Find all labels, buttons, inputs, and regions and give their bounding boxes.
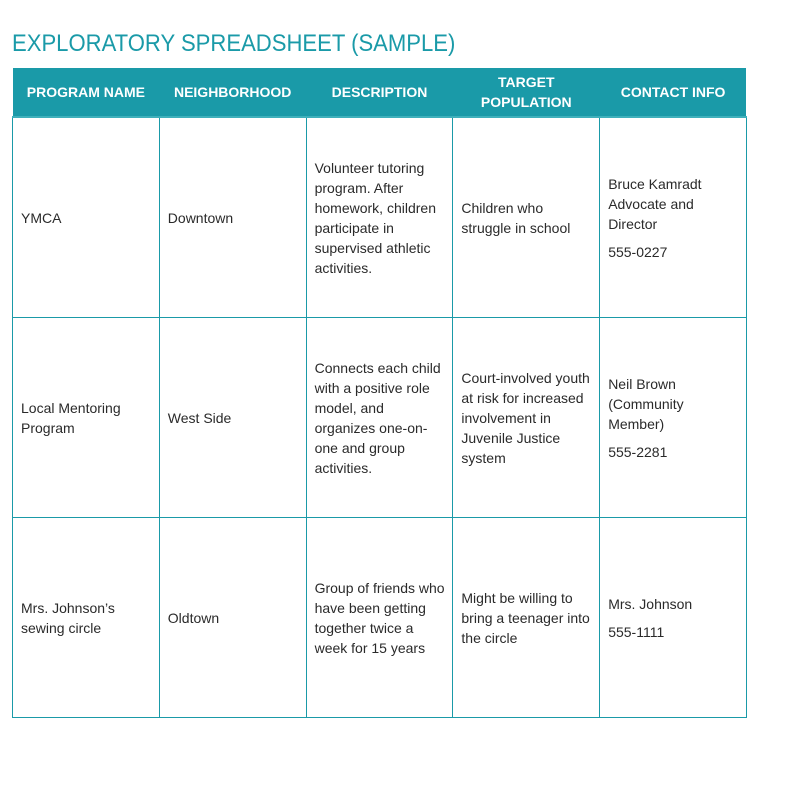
cell-target-population: Might be willing to bring a teenager into the circle bbox=[453, 518, 600, 718]
cell-target-population: Children who struggle in school bbox=[453, 117, 600, 318]
contact-phone: 555-2281 bbox=[608, 443, 668, 460]
header-contact-info: CONTACT INFO bbox=[600, 68, 747, 117]
table-row bbox=[13, 117, 747, 318]
contact-name: Mrs. Johnson bbox=[608, 595, 693, 612]
cell-neighborhood: Downtown bbox=[159, 117, 306, 318]
cell-neighborhood: West Side bbox=[159, 318, 306, 518]
table-row bbox=[13, 318, 747, 518]
spreadsheet-table bbox=[12, 68, 747, 718]
cell-neighborhood: Oldtown bbox=[159, 518, 306, 718]
table-row bbox=[13, 518, 747, 718]
header-neighborhood: NEIGHBORHOOD bbox=[159, 68, 306, 117]
header-description: DESCRIPTION bbox=[306, 68, 453, 117]
cell-contact-info bbox=[600, 518, 747, 718]
header-program-name: PROGRAM NAME bbox=[13, 68, 160, 117]
table-header bbox=[13, 68, 747, 117]
contact-name: Neil Brown (Community Member) bbox=[608, 375, 684, 432]
cell-program-name: Local Mentoring Program bbox=[13, 318, 160, 518]
cell-description: Volunteer tutoring program. After homework, children participate in supervised athletic activities. bbox=[306, 117, 453, 318]
cell-contact-info bbox=[600, 117, 747, 318]
cell-program-name: Mrs. Johnson’s sewing circle bbox=[13, 518, 160, 718]
contact-phone: 555-0227 bbox=[608, 243, 668, 260]
contact-phone: 555-1111 bbox=[608, 623, 665, 640]
cell-program-name: YMCA bbox=[13, 117, 160, 318]
cell-description: Group of friends who have been getting together twice a week for 15 years bbox=[306, 518, 453, 718]
cell-target-population: Court-involved youth at risk for increased involvement in Juvenile Justice system bbox=[453, 318, 600, 518]
table-body bbox=[13, 117, 747, 718]
page-title: EXPLORATORY SPREADSHEET (SAMPLE) bbox=[12, 30, 456, 57]
contact-name: Bruce Kamradt Advocate and Director bbox=[608, 175, 702, 232]
header-row bbox=[13, 68, 747, 117]
cell-contact-info bbox=[600, 318, 747, 518]
cell-description: Connects each child with a positive role model, and organizes one-on-one and group activities. bbox=[306, 318, 453, 518]
header-target-population: TARGET POPULATION bbox=[453, 68, 600, 117]
